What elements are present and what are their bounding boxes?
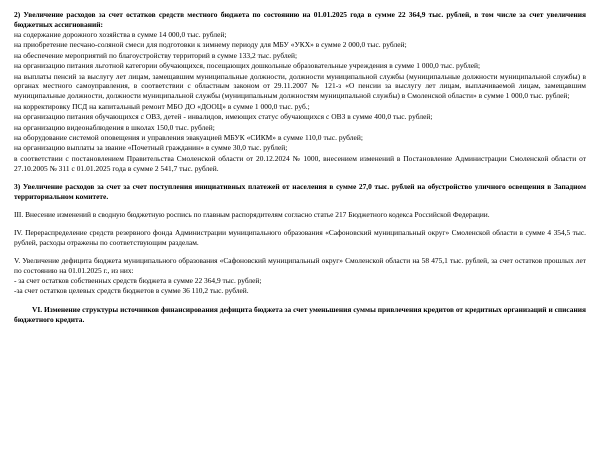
spacer	[14, 248, 586, 256]
spacer	[14, 220, 586, 228]
section-2-item-0: на содержание дорожного хозяйства в сумме 14 000,0 тыс. рублей;	[14, 29, 227, 39]
section-III-text: III. Внесение изменений в сводную бюджетную роспись по главным распорядителям согласно статье 217 Бюджетного кодекса Российской Федерации.	[14, 210, 490, 220]
section-2-item-7: на организацию видеонаблюдения в школах 150,0 тыс. рублей;	[14, 122, 215, 132]
section-2-item-9: на организацию выплаты за звание «Почетный гражданин» в сумме 30,0 тыс. рублей;	[14, 143, 288, 153]
section-3-heading: 3) Увеличение расходов за счет за счет поступления инициативных платежей от населения в сумме 27,0 тыс. рублей на обустройство уличного освещения в Западном территориальном комитете.	[14, 182, 586, 202]
section-VI	[14, 305, 586, 325]
section-2-item-2: на обеспечение мероприятий по благоустройству территорий в сумме 133,2 тыс. рублей;	[14, 50, 298, 60]
spacer	[14, 202, 586, 210]
section-2	[14, 10, 586, 174]
section-2-item-8: на оборудование системой оповещения и управления эвакуацией МБУК «СИКМ» в сумме 110,0 тыс. рублей;	[14, 133, 363, 143]
section-IV	[14, 228, 586, 248]
section-2-heading: 2) Увеличение расходов за счет остатков средств местного бюджета по состоянию на 01.01.2025 года в сумме 22 364,9 тыс. рублей, в том числе за счет увеличения бюджетных ассигнований:	[14, 10, 586, 29]
section-2-item-5: на корректировку ПСД на капитальный ремонт МБО ДО «ДООЦ» в сумме 1 000,0 тыс. руб.;	[14, 101, 310, 111]
section-V	[14, 256, 586, 296]
section-2-item-4: на выплаты пенсий за выслугу лет лицам, замещавшим муниципальные должности, должности муниципальной службы (муниципальные должности муниципальной службы) в органах местного самоуправления, в соответствии с областным законом от 29.11.2007 № 121-з «О пенсии за выслугу лет лицам, выплачиваемой лицам, замещавшим муниципальные должности, должности муниципальной службы (муниципальным должностям муниципальной службы) в Смоленской области» в сумме 1 000,0 тыс. рублей;	[14, 71, 586, 101]
section-2-item-3: на организацию питания льготной категории обучающихся, посещающих дошкольные образовательные учреждения в сумме 1 000,0 тыс. рублей;	[14, 61, 481, 71]
section-V-item-0: - за счет остатков собственных средств бюджета в сумме 22 364,9 тыс. рублей;	[14, 276, 262, 286]
section-3	[14, 182, 586, 202]
section-VI-text: VI. Изменение структуры источников финансирования дефицита бюджета за счет уменьшения суммы привлечения кредитов от кредитных организаций и списания бюджетного кредита.	[14, 304, 586, 324]
section-IV-text: IV. Перераспределение средств резервного фонда Администрации муниципального образования «Сафоновский муниципальный округ» Смоленской области в сумме 4 354,5 тыс. рублей, расходы отражены по соответствующим разделам.	[14, 228, 586, 248]
section-2-item-6: на организацию питания обучающихся с ОВЗ, детей - инвалидов, имеющих статус обучающихся с ОВЗ в сумме 400,0 тыс. рублей;	[14, 112, 433, 122]
section-V-item-1: -за счет остатков целевых средств бюджетов в сумме 36 110,2 тыс. рублей.	[14, 286, 249, 296]
spacer	[14, 174, 586, 182]
section-V-text: V. Увеличение дефицита бюджета муниципального образования «Сафоновский муниципальный округ» Смоленской области на 58 475,1 тыс. рублей, за счет остатков прошлых лет по состоянию на 01.01.2025 г., из них:	[14, 256, 586, 276]
section-2-item-10: в соответствии с постановлением Правительства Смоленской области от 20.12.2024 № 1000, внесением изменений в Постановление Администрации Смоленской области от 27.10.2005 № 311 с 01.01.2025 года в сумме 2 541,7 тыс. рублей.	[14, 153, 586, 173]
spacer	[14, 297, 586, 305]
section-III	[14, 210, 586, 220]
section-2-item-1: на приобретение песчано-соляной смеси для подготовки к зимнему периоду для МБУ «УКХ» в сумме 2 000,0 тыс. рублей;	[14, 40, 407, 50]
